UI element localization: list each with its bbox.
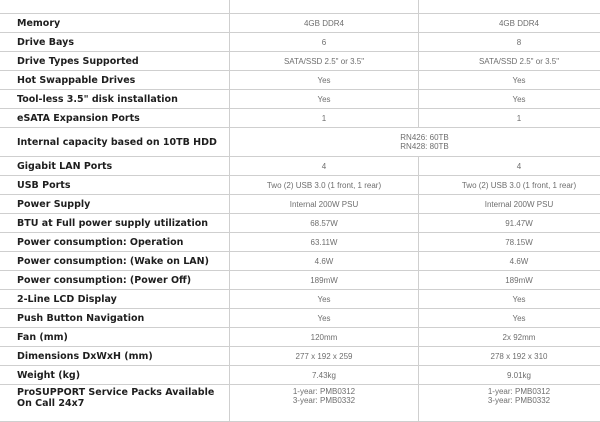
row-label: Memory: [0, 14, 230, 33]
row-label: USB Ports: [0, 176, 230, 195]
rn428-value: Internal 200W PSU: [419, 195, 600, 214]
capacity-lines: [400, 133, 448, 151]
row-label: Dimensions DxWxH (mm): [0, 347, 230, 366]
row-label: Internal capacity based on 10TB HDD: [0, 128, 230, 157]
row-label: Tool-less 3.5" disk installation: [0, 90, 230, 109]
table-row: [0, 71, 600, 90]
capacity-rn428: RN428: 80TB: [400, 142, 448, 151]
row-label: Power consumption: (Power Off): [0, 271, 230, 290]
row-label: Power consumption: (Wake on LAN): [0, 252, 230, 271]
row-label: Weight (kg): [0, 366, 230, 385]
rn426-value: [230, 385, 419, 422]
rn426-value: 63.11W: [230, 233, 419, 252]
table-row: [0, 195, 600, 214]
rn428-value: 278 x 192 x 310: [419, 347, 600, 366]
rn426-value: 6: [230, 33, 419, 52]
table-row: [0, 290, 600, 309]
rn428-value: 1: [419, 109, 600, 128]
table-row: [0, 109, 600, 128]
row-label: ProSUPPORT Service Packs Available On Call 24x7: [0, 385, 230, 422]
rn426-value: 1: [230, 109, 419, 128]
support-3year: 3-year: PMB0332: [419, 396, 600, 405]
table-row: [0, 366, 600, 385]
row-label: Hot Swappable Drives: [0, 71, 230, 90]
capacity-rn426: RN426: 60TB: [400, 133, 448, 142]
rn428-value: 4GB DDR4: [419, 14, 600, 33]
rn426-value: [230, 0, 419, 14]
rn426-value: 189mW: [230, 271, 419, 290]
rn428-value: 9.01kg: [419, 366, 600, 385]
table-row: [0, 0, 600, 14]
rn426-value: Two (2) USB 3.0 (1 front, 1 rear): [230, 176, 419, 195]
row-label: 2-Line LCD Display: [0, 290, 230, 309]
rn426-value: Internal 200W PSU: [230, 195, 419, 214]
row-label: Drive Types Supported: [0, 52, 230, 71]
rn426-value: 4.6W: [230, 252, 419, 271]
table-row: [0, 52, 600, 71]
rn426-value: Yes: [230, 290, 419, 309]
support-3year: 3-year: PMB0332: [230, 396, 418, 405]
rn426-value: SATA/SSD 2.5" or 3.5": [230, 52, 419, 71]
row-label: BTU at Full power supply utilization: [0, 214, 230, 233]
row-label: Gigabit LAN Ports: [0, 157, 230, 176]
rn426-value: 7.43kg: [230, 366, 419, 385]
table-row-capacity: [0, 128, 600, 157]
rn428-value: 2x 92mm: [419, 328, 600, 347]
table-row: [0, 233, 600, 252]
table-row: [0, 309, 600, 328]
row-label: Power consumption: Operation: [0, 233, 230, 252]
rn426-value: 277 x 192 x 259: [230, 347, 419, 366]
support-1year: 1-year: PMB0312: [230, 387, 418, 396]
rn428-value: Yes: [419, 90, 600, 109]
row-label: Push Button Navigation: [0, 309, 230, 328]
table-row: [0, 176, 600, 195]
table-row: [0, 90, 600, 109]
rn426-value: 4: [230, 157, 419, 176]
rn428-value: Yes: [419, 71, 600, 90]
rn426-value: 4GB DDR4: [230, 14, 419, 33]
table-row: [0, 328, 600, 347]
rn428-value: 8: [419, 33, 600, 52]
table-row: [0, 271, 600, 290]
row-label: eSATA Expansion Ports: [0, 109, 230, 128]
table-row: [0, 252, 600, 271]
rn428-value: 4: [419, 157, 600, 176]
row-label: Fan (mm): [0, 328, 230, 347]
rn428-value: 189mW: [419, 271, 600, 290]
rn428-value: [419, 385, 600, 422]
rn426-value: 120mm: [230, 328, 419, 347]
table-row: [0, 214, 600, 233]
row-label: Power Supply: [0, 195, 230, 214]
row-label: [0, 0, 230, 14]
rn428-value: [419, 0, 600, 14]
rn428-value: 4.6W: [419, 252, 600, 271]
rn426-value: Yes: [230, 309, 419, 328]
rn428-value: 91.47W: [419, 214, 600, 233]
rn426-value: Yes: [230, 71, 419, 90]
capacity-value: [230, 128, 600, 157]
rn428-value: Yes: [419, 290, 600, 309]
support-1year: 1-year: PMB0312: [419, 387, 600, 396]
table-row-support: [0, 385, 600, 422]
rn426-value: 68.57W: [230, 214, 419, 233]
table-row: [0, 347, 600, 366]
rn428-value: 78.15W: [419, 233, 600, 252]
rn426-value: Yes: [230, 90, 419, 109]
rn428-value: SATA/SSD 2.5" or 3.5": [419, 52, 600, 71]
table-row: [0, 33, 600, 52]
table-row: [0, 14, 600, 33]
row-label: Drive Bays: [0, 33, 230, 52]
table-row: [0, 157, 600, 176]
rn428-value: Two (2) USB 3.0 (1 front, 1 rear): [419, 176, 600, 195]
rn428-value: Yes: [419, 309, 600, 328]
